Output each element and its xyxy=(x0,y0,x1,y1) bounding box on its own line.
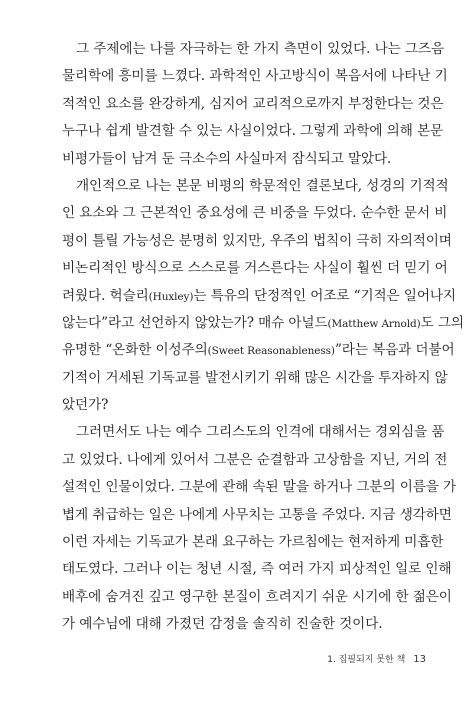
running-title: 1. 집필되지 못한 책 xyxy=(327,655,406,665)
text-line xyxy=(62,283,456,310)
text-line: 태도였다. 그러나 이는 청년 시절, 즉 여러 가지 피상적인 일로 인해 xyxy=(62,561,452,578)
text-line: 평이 틀릴 가능성은 분명히 있지만, 우주의 법칙이 극히 자의적이며 xyxy=(62,232,452,249)
romanized-name: (Huxley) xyxy=(148,290,194,303)
text-line: 가 예수님에 대해 가졌던 감정을 솔직히 진술한 것이다. xyxy=(62,616,383,633)
body-text xyxy=(62,36,464,639)
text-line: 설적인 인물이었다. 그분에 관해 속된 말을 하거나 그분의 이름을 가 xyxy=(62,479,457,496)
text-line: 비평가들이 남겨 둔 극소수의 사실마저 잠식되고 말았다. xyxy=(62,150,392,167)
text-segment: 않는다”라고 선언하지 않았는가? 매슈 아널드 xyxy=(62,314,328,331)
text-line: 았던가? xyxy=(62,397,109,414)
text-line xyxy=(62,310,464,337)
romanized-name: (Sweet Reasonableness) xyxy=(207,345,335,358)
page-footer xyxy=(327,652,426,665)
text-line: 고 있었다. 나에게 있어서 그분은 순결함과 고상함을 지닌, 거의 전 xyxy=(62,451,448,468)
text-line: 물리학에 흥미를 느꼈다. 과학적인 사고방식이 복음서에 나타난 기 xyxy=(62,68,448,85)
text-line: 볍게 취급하는 일은 나에게 사무치는 고통을 주었다. 지금 생각하면 xyxy=(62,506,452,523)
page-number: 13 xyxy=(413,654,426,665)
text-line xyxy=(62,337,455,364)
romanized-name: (Matthew Arnold) xyxy=(327,317,421,330)
text-line: 누구나 쉽게 발견할 수 있는 사실이었다. 그렇게 과학에 의해 본문 xyxy=(62,123,444,140)
text-line: 기적이 거세된 기독교를 발전시키기 위해 많은 시간을 투자하지 않 xyxy=(62,369,448,386)
text-segment: 유명한 “온화한 이성주의 xyxy=(62,342,208,359)
text-line: 그러면서도 나는 예수 그리스도의 인격에 대해서는 경외심을 품 xyxy=(76,424,445,441)
text-line: 이런 자세는 기독교가 본래 요구하는 가르침에는 현저하게 미흡한 xyxy=(62,534,444,551)
paragraph xyxy=(62,419,457,638)
text-line: 인 요소와 그 근본적인 중요성에 큰 비중을 두었다. 순수한 문서 비 xyxy=(62,205,448,222)
paragraph xyxy=(62,36,448,173)
text-line: 비논리적인 방식으로 스스로를 거스른다는 사실이 훨씬 더 믿기 어 xyxy=(62,260,448,277)
text-segment: 려웠다. 헉슬리 xyxy=(62,287,149,304)
text-segment: 도 그의 xyxy=(420,314,464,331)
text-line: 배후에 숨겨진 깊고 영구한 본질이 흐려지기 쉬운 시기에 한 젊은이 xyxy=(62,588,452,605)
text-segment: ”라는 복음과 더불어 xyxy=(334,342,455,359)
text-segment: 는 특유의 단정적인 어조로 “기적은 일어나지 xyxy=(193,287,456,304)
text-line: 그 주제에는 나를 자극하는 한 가지 측면이 있었다. 나는 그즈음 xyxy=(76,41,444,57)
text-line: 적적인 요소를 완강하게, 심지어 교리적으로까지 부정한다는 것은 xyxy=(62,95,444,112)
paragraph xyxy=(62,173,464,420)
text-line: 개인적으로 나는 본문 비평의 학문적인 결론보다, 성경의 기적적 xyxy=(76,177,449,194)
